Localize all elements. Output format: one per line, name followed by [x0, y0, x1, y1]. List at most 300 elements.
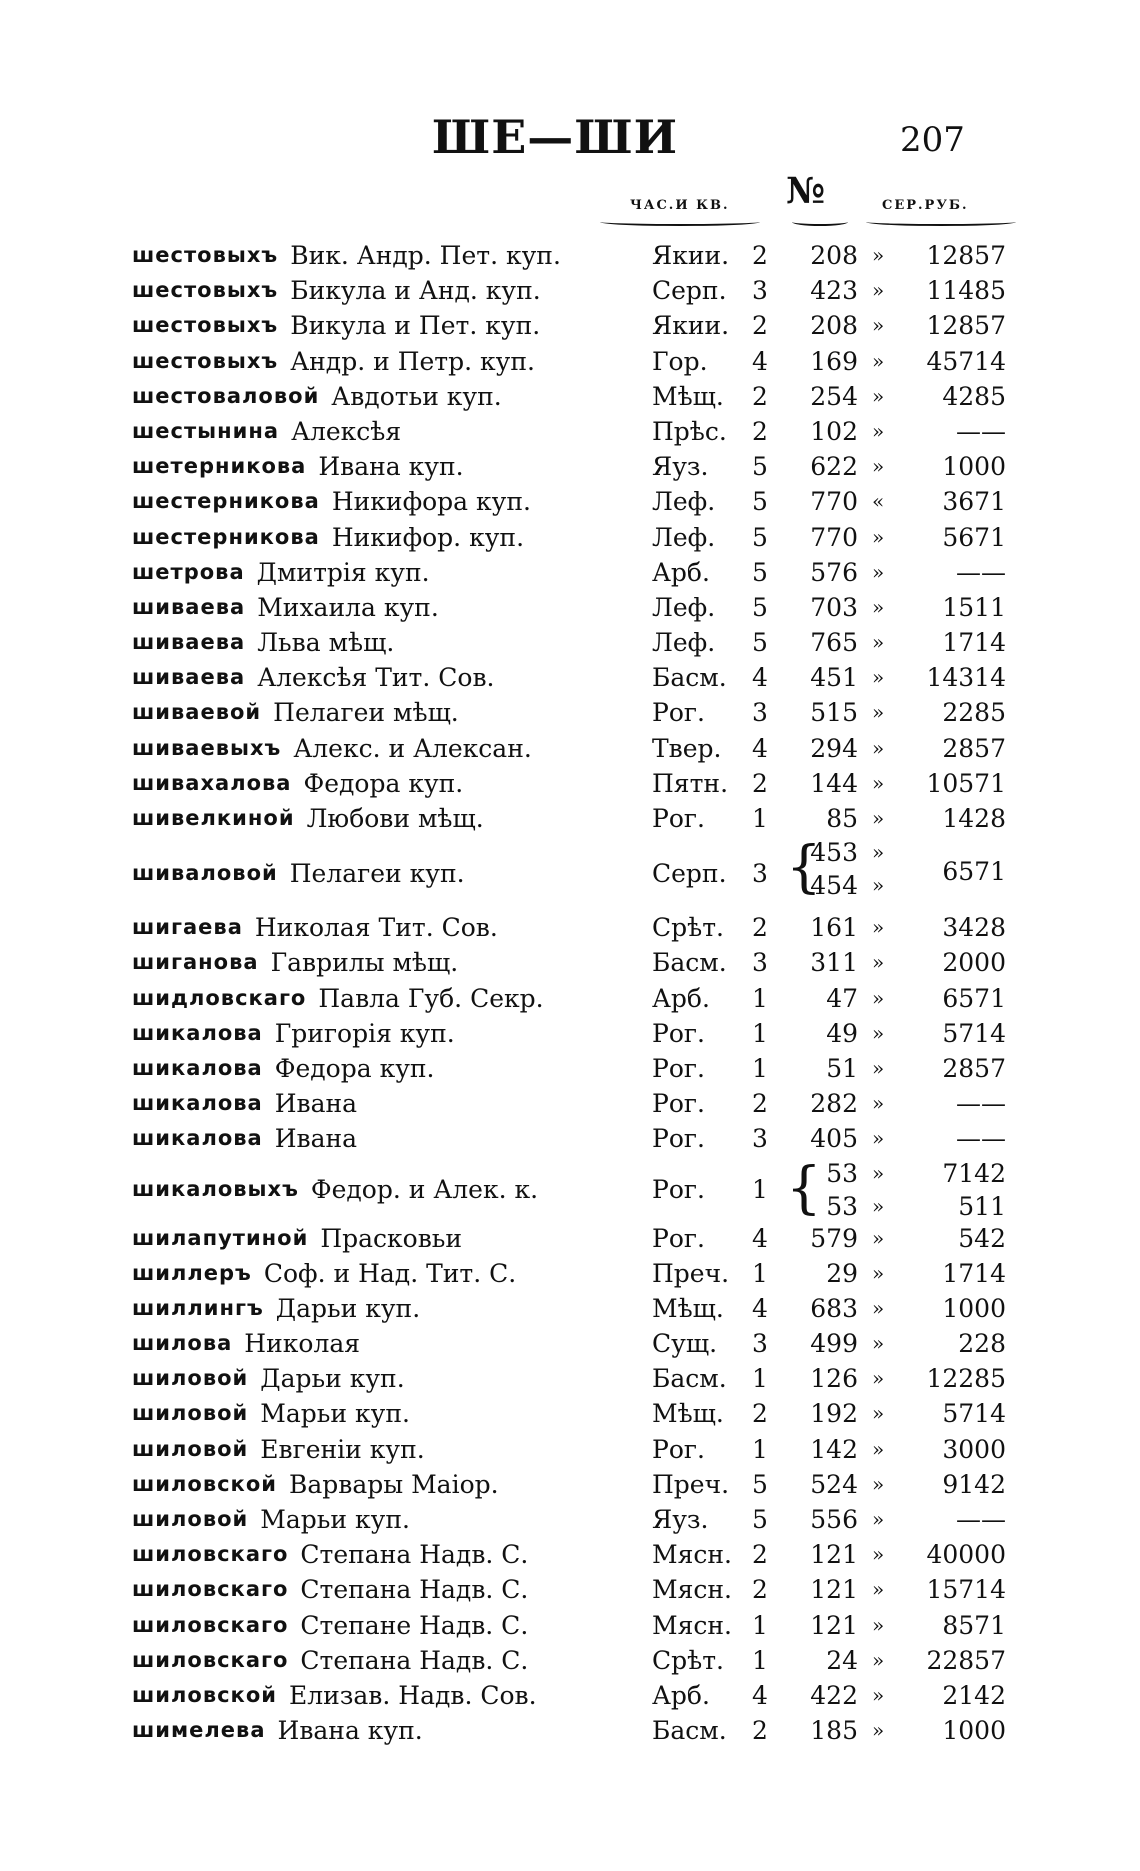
- entry-surname: шиловой: [132, 1507, 249, 1531]
- entry-house-number: 556: [810, 1505, 858, 1534]
- entry-value: 5714: [942, 1018, 1006, 1048]
- table-row: [0, 1016, 1140, 1051]
- entry-house-number: 453: [810, 838, 858, 868]
- entry-surname: шиваевыхъ: [132, 735, 282, 760]
- entry-section: Рог.: [652, 1223, 705, 1253]
- entry-surname: шиловой: [132, 1366, 249, 1391]
- entry-house-number: 169: [810, 346, 858, 376]
- entry-quarter: 2: [752, 381, 768, 411]
- entry-house-number: 254: [810, 381, 858, 411]
- page-number: 207: [900, 120, 965, 160]
- entry-given-name: Федор. и Алек. к.: [310, 1174, 539, 1204]
- table-row: [0, 1361, 1140, 1396]
- entry-quarter: 4: [752, 733, 768, 763]
- entry-surname: шилапутиной: [132, 1225, 309, 1250]
- entry-value: 2857: [942, 733, 1006, 763]
- entry-given-name: Николая: [244, 1329, 360, 1359]
- entry-value: 1714: [942, 628, 1006, 658]
- entry-house-number: 423: [810, 276, 858, 306]
- entry-value: 4285: [942, 381, 1006, 411]
- entry-quarter: 4: [752, 1223, 768, 1253]
- entry-value: 6571: [942, 857, 1006, 887]
- entry-given-name: Дарьи куп.: [260, 1364, 405, 1394]
- entry-surname: шестерникова: [132, 489, 320, 514]
- entry-marks: [872, 836, 884, 902]
- entry-given-name: Пелагеи мѣщ.: [273, 698, 459, 728]
- entry-house-number: 579: [810, 1223, 858, 1253]
- table-row: [0, 379, 1140, 414]
- entry-quarter: 1: [752, 1434, 768, 1464]
- entry-house-number: 126: [810, 1364, 858, 1394]
- entry-mark: »: [872, 1225, 885, 1250]
- entry-mark: »: [872, 1160, 885, 1185]
- entry-mark: »: [872, 1055, 885, 1080]
- column-header-value: СЕР.РУБ.: [882, 198, 969, 213]
- entry-house-number: 142: [810, 1434, 858, 1464]
- entry-section: Рог.: [652, 804, 705, 833]
- entry-house-number: 121: [810, 1540, 858, 1570]
- entry-section: Арб.: [652, 983, 710, 1013]
- table-row: [0, 1537, 1140, 1572]
- entry-quarter: 1: [752, 1364, 768, 1394]
- entry-house-number: 451: [810, 663, 858, 693]
- table-row: [0, 660, 1140, 695]
- entry-given-name: Павла Губ. Секр.: [318, 983, 544, 1013]
- entry-mark: »: [872, 665, 885, 690]
- entry-mark: »: [872, 1126, 885, 1151]
- table-row: [0, 695, 1140, 730]
- entry-mark: »: [872, 1647, 885, 1672]
- entry-value: 14314: [926, 663, 1006, 693]
- entry-house-number: 208: [810, 241, 858, 270]
- entry-quarter: 3: [752, 276, 768, 306]
- entry-quarter: 1: [752, 983, 768, 1013]
- entry-given-name: Алексѣя: [291, 416, 402, 446]
- brace-symbol: {: [786, 1155, 822, 1221]
- entry-house-number: 703: [810, 592, 858, 622]
- entry-house-number: 53: [826, 1191, 858, 1221]
- entry-quarter: 2: [752, 1716, 768, 1746]
- entry-given-name: Никифора куп.: [331, 487, 531, 517]
- entry-quarter: 2: [752, 1089, 768, 1119]
- entry-house-numbers: [772, 836, 858, 902]
- entry-mark: »: [872, 1366, 885, 1391]
- entry-given-name: Андр. и Петр. куп.: [290, 346, 535, 376]
- entry-quarter: 3: [752, 698, 768, 728]
- entry-quarter: 5: [752, 1505, 768, 1534]
- entry-value: 12857: [926, 241, 1006, 270]
- entry-quarter: 3: [752, 948, 768, 978]
- entry-mark: »: [872, 1507, 885, 1531]
- entry-house-number: 51: [826, 1053, 858, 1083]
- entry-quarter: 1: [752, 1053, 768, 1083]
- entry-given-name: Степана Надв. С.: [300, 1575, 529, 1605]
- entry-surname: шестынина: [132, 418, 280, 443]
- entry-given-name: Любови мѣщ.: [306, 804, 484, 833]
- entry-house-number: 683: [810, 1293, 858, 1323]
- entry-given-name: Варвары Маіор.: [288, 1469, 499, 1499]
- entry-given-name: Прасковьи: [320, 1223, 463, 1253]
- entry-value: 6571: [942, 983, 1006, 1013]
- entry-section: Рог.: [652, 1089, 705, 1119]
- entry-given-name: Вик. Андр. Пет. куп.: [290, 241, 561, 270]
- entry-given-name: Никифор. куп.: [331, 522, 525, 552]
- entry-section: Арб.: [652, 1680, 710, 1710]
- entry-given-name: Ивана куп.: [277, 1716, 423, 1746]
- entry-mark: »: [872, 348, 885, 373]
- entry-surname: шестовыхъ: [132, 278, 279, 303]
- entry-given-name: Елизав. Надв. Сов.: [288, 1680, 537, 1710]
- entry-surname: шиловскаго: [132, 1612, 289, 1637]
- entry-house-number: 405: [810, 1124, 858, 1154]
- entry-value: 22857: [926, 1645, 1006, 1675]
- entry-value: 12857: [926, 311, 1006, 341]
- table-row: [0, 1396, 1140, 1431]
- entry-mark: »: [872, 735, 885, 760]
- entry-quarter: 3: [752, 1124, 768, 1154]
- entry-value: 3671: [942, 487, 1006, 517]
- table-row: [0, 1256, 1140, 1291]
- entry-house-number: 192: [810, 1399, 858, 1429]
- entry-mark: »: [872, 840, 885, 865]
- entry-value: 5671: [942, 522, 1006, 552]
- entry-given-name: Степана Надв. С.: [300, 1645, 529, 1675]
- entry-quarter: 5: [752, 592, 768, 622]
- entry-section: Прѣс.: [652, 416, 727, 446]
- entry-given-name: Ивана: [274, 1124, 358, 1154]
- table-row: [0, 414, 1140, 449]
- entry-surname: шикалова: [132, 1020, 263, 1045]
- entry-section: Мясн.: [652, 1610, 732, 1640]
- entry-quarter: 5: [752, 1469, 768, 1499]
- entry-quarter: 3: [752, 1329, 768, 1359]
- table-row: [0, 836, 1140, 910]
- entry-mark: »: [872, 1436, 885, 1461]
- entry-value: 2142: [942, 1680, 1006, 1710]
- entry-house-number: 102: [810, 416, 858, 446]
- table-row: [0, 910, 1140, 945]
- entry-given-name: Николая Тит. Сов.: [254, 913, 498, 943]
- entry-section: Басм.: [652, 1364, 727, 1394]
- entry-section: Рог.: [652, 1053, 705, 1083]
- entry-surname: шиловой: [132, 1401, 249, 1426]
- entry-house-number: 24: [826, 1645, 858, 1675]
- table-row: [0, 1326, 1140, 1361]
- entry-mark: »: [872, 630, 885, 655]
- entry-surname: шиваева: [132, 630, 246, 655]
- table-row: [0, 981, 1140, 1016]
- brace-symbol: {: [786, 835, 822, 901]
- entry-section: Басм.: [652, 948, 727, 978]
- entry-value: ——: [956, 1089, 1006, 1119]
- entry-section: Мѣщ.: [652, 381, 724, 411]
- entry-mark: »: [872, 1471, 885, 1496]
- entry-section: Рог.: [652, 1434, 705, 1464]
- entry-house-number: 29: [826, 1258, 858, 1288]
- entry-quarter: 2: [752, 1575, 768, 1605]
- entry-value: 2857: [942, 1053, 1006, 1083]
- entry-surname: шикалова: [132, 1126, 263, 1151]
- entry-value: 542: [958, 1223, 1006, 1253]
- entry-house-number: 185: [810, 1716, 858, 1746]
- entry-value: 1714: [942, 1258, 1006, 1288]
- entry-house-number: 311: [810, 948, 858, 978]
- entry-quarter: 3: [752, 859, 768, 889]
- entry-given-name: Михаила куп.: [257, 592, 439, 622]
- entry-quarter: 5: [752, 522, 768, 552]
- entry-value: 10571: [926, 768, 1006, 798]
- entry-house-number: 622: [810, 452, 858, 482]
- entry-surname: шиваловой: [132, 861, 278, 886]
- entry-surname: шигаева: [132, 915, 243, 940]
- entry-value: 1000: [942, 1293, 1006, 1323]
- table-row: [0, 1291, 1140, 1326]
- entry-surname: шиваевой: [132, 700, 262, 725]
- entry-section: Леф.: [652, 592, 716, 622]
- entry-mark: »: [872, 806, 885, 830]
- entry-surname: шиллеръ: [132, 1260, 252, 1285]
- entry-section: Мѣщ.: [652, 1293, 724, 1323]
- table-row: [0, 1643, 1140, 1678]
- entry-given-name: Григорія куп.: [274, 1018, 455, 1048]
- table-row: [0, 590, 1140, 625]
- entry-given-name: Дарьи куп.: [275, 1293, 421, 1323]
- entry-house-number: 208: [810, 311, 858, 341]
- table-row: [0, 766, 1140, 801]
- entry-quarter: 1: [752, 1174, 768, 1204]
- entry-quarter: 1: [752, 1610, 768, 1640]
- entry-surname: шикалова: [132, 1091, 263, 1116]
- table-row: [0, 308, 1140, 343]
- entry-section: Твер.: [652, 733, 722, 763]
- entry-mark: »: [872, 594, 885, 619]
- entry-mark: »: [872, 278, 885, 303]
- entry-value: ——: [956, 416, 1006, 446]
- entry-surname: шиллингъ: [132, 1295, 264, 1320]
- table-row: [0, 344, 1140, 379]
- table-row: [0, 1157, 1140, 1221]
- entry-mark: »: [872, 559, 885, 584]
- entry-section: Арб.: [652, 557, 710, 587]
- entry-section: Яуз.: [652, 452, 709, 482]
- entry-quarter: 5: [752, 557, 768, 587]
- table-row: [0, 1713, 1140, 1748]
- entry-surname: шилова: [132, 1331, 233, 1356]
- table-row: [0, 731, 1140, 766]
- page-title: ШЕ—ШИ: [431, 110, 679, 164]
- table-row: [0, 1221, 1140, 1256]
- entry-section: Гор.: [652, 346, 708, 376]
- register-table: [0, 238, 1140, 1748]
- table-row: [0, 273, 1140, 308]
- entry-value: 228: [958, 1329, 1006, 1359]
- entry-given-name: Бикула и Анд. куп.: [290, 276, 541, 306]
- entry-mark: »: [872, 700, 885, 725]
- entry-mark: »: [872, 383, 885, 408]
- entry-value: 11485: [926, 276, 1006, 306]
- entry-given-name: Евгеніи куп.: [260, 1434, 425, 1464]
- entry-value: 40000: [926, 1540, 1006, 1570]
- entry-section: Леф.: [652, 522, 716, 552]
- entry-surname: шикалова: [132, 1055, 263, 1080]
- entry-surname: шиганова: [132, 950, 259, 975]
- entry-given-name: Федора куп.: [274, 1053, 435, 1083]
- entry-mark: «: [872, 489, 885, 514]
- entry-value: 511: [958, 1191, 1006, 1221]
- entry-value: 15714: [926, 1575, 1006, 1605]
- table-row: [0, 555, 1140, 590]
- entry-marks: [872, 1157, 884, 1223]
- column-header-number: №: [786, 170, 826, 212]
- entry-section: Преч.: [652, 1469, 730, 1499]
- entry-surname: шиловской: [132, 1471, 277, 1496]
- entry-value: ——: [956, 1124, 1006, 1154]
- entry-surname: шестовыхъ: [132, 243, 279, 267]
- entry-section: Мѣщ.: [652, 1399, 724, 1429]
- entry-value: 1511: [942, 592, 1006, 622]
- entry-house-number: 161: [810, 913, 858, 943]
- entry-mark: »: [872, 418, 885, 443]
- entry-value: 3428: [942, 913, 1006, 943]
- entry-mark: »: [872, 313, 885, 338]
- entry-given-name: Ивана куп.: [318, 452, 464, 482]
- entry-given-name: Алекс. и Алексан.: [293, 733, 532, 763]
- entry-mark: »: [872, 1612, 885, 1637]
- decorative-rule: [866, 218, 1016, 226]
- entry-quarter: 2: [752, 416, 768, 446]
- entry-quarter: 1: [752, 1645, 768, 1675]
- entry-quarter: 5: [752, 452, 768, 482]
- decorative-rule: [600, 218, 760, 226]
- entry-section: Рог.: [652, 1018, 705, 1048]
- entry-given-name: Федора куп.: [303, 768, 464, 798]
- table-row: [0, 1572, 1140, 1607]
- entry-house-number: 121: [810, 1575, 858, 1605]
- entry-quarter: 5: [752, 487, 768, 517]
- entry-section: Басм.: [652, 663, 727, 693]
- table-row: [0, 1086, 1140, 1121]
- table-row: [0, 1502, 1140, 1537]
- entry-value: 9142: [942, 1469, 1006, 1499]
- entry-given-name: Гаврилы мѣщ.: [270, 948, 459, 978]
- entry-quarter: 4: [752, 346, 768, 376]
- entry-quarter: 2: [752, 913, 768, 943]
- column-header-section: ЧАС.И КВ.: [630, 198, 730, 213]
- entry-value: 12285: [926, 1364, 1006, 1394]
- entry-mark: »: [872, 873, 885, 898]
- entry-surname: шивелкиной: [132, 806, 295, 830]
- entry-house-number: 144: [810, 768, 858, 798]
- entry-section: Пятн.: [652, 768, 729, 798]
- entry-quarter: 4: [752, 1293, 768, 1323]
- entry-mark: »: [872, 1331, 885, 1356]
- entry-given-name: Алексѣя Тит. Сов.: [257, 663, 495, 693]
- entry-value: 8571: [942, 1610, 1006, 1640]
- entry-given-name: Пелагеи куп.: [289, 859, 465, 889]
- table-row: [0, 1432, 1140, 1467]
- decorative-rule: [792, 218, 848, 226]
- entry-given-name: Марьи куп.: [260, 1399, 410, 1429]
- entry-value: 1000: [942, 452, 1006, 482]
- entry-house-numbers: [772, 1157, 858, 1223]
- entry-mark: »: [872, 454, 885, 479]
- entry-value: 3000: [942, 1434, 1006, 1464]
- entry-values: [890, 1157, 1006, 1223]
- table-row: [0, 801, 1140, 836]
- entry-house-number: 454: [810, 871, 858, 901]
- entry-given-name: Ивана: [274, 1089, 358, 1119]
- entry-section: Рог.: [652, 1124, 705, 1154]
- entry-quarter: 4: [752, 1680, 768, 1710]
- table-row: [0, 625, 1140, 660]
- entry-mark: »: [872, 1260, 885, 1285]
- entry-house-number: 49: [826, 1018, 858, 1048]
- entry-section: Якии.: [652, 311, 730, 341]
- entry-section: Яуз.: [652, 1505, 709, 1534]
- table-row: [0, 238, 1140, 273]
- entry-surname: шидловскаго: [132, 985, 307, 1010]
- entry-mark: »: [872, 770, 885, 795]
- entry-surname: шиловской: [132, 1682, 277, 1707]
- page-header: [0, 110, 1140, 170]
- entry-given-name: Соф. и Над. Тит. С.: [263, 1258, 517, 1288]
- entry-mark: »: [872, 985, 885, 1010]
- entry-surname: шестовыхъ: [132, 348, 279, 373]
- entry-mark: »: [872, 950, 885, 975]
- entry-section: Рог.: [652, 1174, 705, 1204]
- entry-given-name: Степане Надв. С.: [300, 1610, 529, 1640]
- entry-section: Срѣт.: [652, 913, 724, 943]
- entry-section: Серп.: [652, 276, 727, 306]
- table-row: [0, 449, 1140, 484]
- entry-mark: »: [872, 1193, 885, 1218]
- entry-value: 2285: [942, 698, 1006, 728]
- entry-surname: шиловскаго: [132, 1542, 289, 1567]
- entry-house-number: 85: [826, 804, 858, 833]
- entry-house-number: 499: [810, 1329, 858, 1359]
- entry-given-name: Марьи куп.: [260, 1505, 410, 1534]
- table-row: [0, 1121, 1140, 1156]
- entry-quarter: 2: [752, 241, 768, 270]
- table-row: [0, 1678, 1140, 1713]
- table-row: [0, 1467, 1140, 1502]
- entry-quarter: 5: [752, 628, 768, 658]
- entry-mark: »: [872, 1020, 885, 1045]
- entry-section: Якии.: [652, 241, 730, 270]
- entry-surname: шиваева: [132, 594, 246, 619]
- entry-section: Серп.: [652, 859, 727, 889]
- entry-mark: »: [872, 1091, 885, 1116]
- entry-value: 7142: [942, 1158, 1006, 1188]
- entry-mark: »: [872, 524, 885, 549]
- entry-mark: »: [872, 1401, 885, 1426]
- entry-quarter: 4: [752, 663, 768, 693]
- entry-section: Басм.: [652, 1716, 727, 1746]
- entry-section: Преч.: [652, 1258, 730, 1288]
- entry-mark: »: [872, 1718, 885, 1743]
- entry-mark: »: [872, 1577, 885, 1602]
- entry-section: Леф.: [652, 487, 716, 517]
- entry-house-number: 770: [810, 522, 858, 552]
- entry-house-number: 294: [810, 733, 858, 763]
- entry-value: 1000: [942, 1716, 1006, 1746]
- entry-mark: »: [872, 1295, 885, 1320]
- table-row: [0, 520, 1140, 555]
- entry-house-number: 765: [810, 628, 858, 658]
- entry-section: Рог.: [652, 698, 705, 728]
- entry-house-number: 47: [826, 983, 858, 1013]
- entry-quarter: 2: [752, 1540, 768, 1570]
